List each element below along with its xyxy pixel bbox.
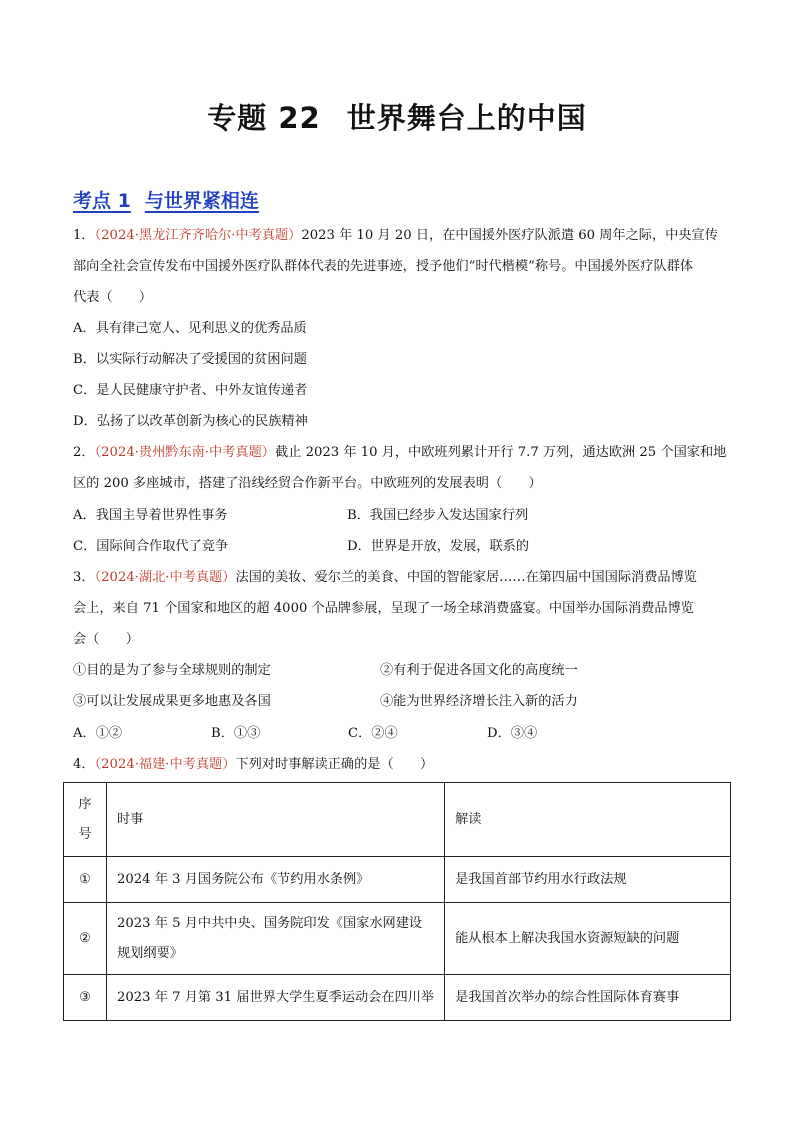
row-number: ② xyxy=(64,903,107,975)
q1-option-c: C．是人民健康守护者、中外友谊传递者 xyxy=(73,383,308,398)
section-name: 与世界紧相连 xyxy=(144,190,259,212)
q2-option-a: A．我国主导着世界性事务 xyxy=(73,508,228,523)
q1-option-b: B．以实际行动解决了受援国的贫困问题 xyxy=(73,352,307,367)
q3-option-c: C．②④ xyxy=(348,726,398,741)
table-row xyxy=(64,857,731,903)
title-topic-number: 专题 22 xyxy=(207,101,321,135)
q4-table xyxy=(63,782,731,1021)
q1-source: （2024·黑龙江齐齐哈尔·中考真题） xyxy=(94,228,302,243)
row-event: 2023 年 5 月中共中央、国务院印发《国家水网建设规划纲要》 xyxy=(107,903,445,975)
row-reading: 是我国首次举办的综合性国际体育赛事 xyxy=(445,975,731,1021)
q3-line2: 会上，来自 71 个国家和地区的超 4000 个品牌参展，呈现了一场全球消费盛宴。中国举办国际消费品博览 xyxy=(73,601,694,616)
q2-text: 截止 2023 年 10 月，中欧班列累计开行 7.7 万列，通达欧洲 25 个国家和地 xyxy=(275,445,727,460)
q1-option-d: D．弘扬了以改革创新为核心的民族精神 xyxy=(73,414,308,429)
q4-text: 下列对时事解读正确的是（ ） xyxy=(235,757,434,772)
q3-statement-3: ③可以让发展成果更多地惠及各国 xyxy=(73,694,271,709)
q1-option-a: A．具有律己宽人、见利思义的优秀品质 xyxy=(73,321,307,336)
q3-statement-1: ①目的是为了参与全球规则的制定 xyxy=(73,663,271,678)
section-number: 考点 1 xyxy=(73,190,131,212)
q1-number: 1． xyxy=(73,228,95,243)
q3-source: （2024·湖北·中考真题） xyxy=(94,570,236,585)
q4-source: （2024·福建·中考真题） xyxy=(94,757,236,772)
q2-line1 xyxy=(73,444,726,462)
page-title xyxy=(0,96,794,137)
q2-line2: 区的 200 多座城市，搭建了沿线经贸合作新平台。中欧班列的发展表明（ ） xyxy=(73,476,542,491)
q1-line1 xyxy=(73,227,718,245)
q3-line1 xyxy=(73,569,697,587)
q2-option-c: C．国际间合作取代了竞争 xyxy=(73,539,229,554)
q3-number: 3． xyxy=(73,570,95,585)
q4-line1 xyxy=(73,756,433,774)
header-cell-reading: 解读 xyxy=(445,783,731,857)
section-heading xyxy=(73,186,259,213)
q3-option-b: B．①③ xyxy=(211,726,261,741)
header-cell-number: 序号 xyxy=(64,783,107,857)
q1-text: 2023 年 10 月 20 日，在中国援外医疗队派遣 60 周年之际，中央宣传 xyxy=(301,228,718,243)
q2-source: （2024·贵州黔东南·中考真题） xyxy=(94,445,275,460)
q2-option-d: D．世界是开放，发展，联系的 xyxy=(347,539,530,554)
table-row xyxy=(64,903,731,975)
q4-number: 4． xyxy=(73,757,95,772)
q3-statement-2: ②有利于促进各国文化的高度统一 xyxy=(380,663,578,678)
row-number: ① xyxy=(64,857,107,903)
q3-line3: 会（ ） xyxy=(73,632,139,647)
header-cell-event: 时事 xyxy=(107,783,445,857)
q1-line2: 部向全社会宣传发布中国援外医疗队群体代表的先进事迹，授予他们“时代楷模”称号。中国援外医疗队群体 xyxy=(73,259,694,274)
q2-number: 2． xyxy=(73,445,95,460)
q3-text: 法国的美妆、爱尔兰的美食、中国的智能家居……在第四届中国国际消费品博览 xyxy=(235,570,697,585)
q2-option-b: B．我国已经步入发达国家行列 xyxy=(347,508,529,523)
q3-option-a: A．①② xyxy=(73,726,123,741)
row-event: 2024 年 3 月国务院公布《节约用水条例》 xyxy=(107,857,445,903)
table-header-row xyxy=(64,783,731,857)
row-reading: 是我国首部节约用水行政法规 xyxy=(445,857,731,903)
q3-option-d: D．③④ xyxy=(487,726,538,741)
table-row xyxy=(64,975,731,1021)
row-event: 2023 年 7 月第 31 届世界大学生夏季运动会在四川举 xyxy=(107,975,445,1021)
row-number: ③ xyxy=(64,975,107,1021)
q3-statement-4: ④能为世界经济增长注入新的活力 xyxy=(380,694,578,709)
row-reading: 能从根本上解决我国水资源短缺的问题 xyxy=(445,903,731,975)
q1-line3: 代表（ ） xyxy=(73,290,153,305)
title-topic-name: 世界舞台上的中国 xyxy=(346,101,587,135)
